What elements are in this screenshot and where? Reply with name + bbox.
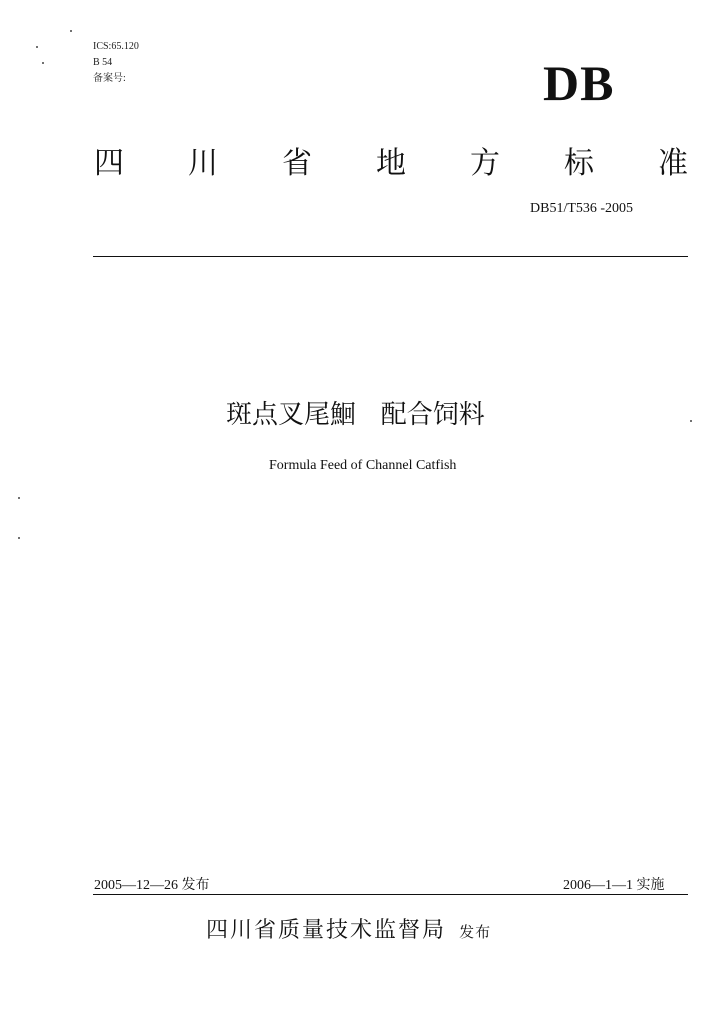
standard-type-char: 四 <box>94 146 124 181</box>
standard-type-char: 省 <box>282 146 312 181</box>
standard-number: DB51/T536 -2005 <box>530 201 634 216</box>
publisher <box>206 913 491 944</box>
ics-code: ICS:65.120 <box>93 41 139 52</box>
publisher-suffix: 发布 <box>459 923 492 941</box>
standard-type-char: 标 <box>564 146 594 181</box>
document-title-english: Formula Feed of Channel Catfish <box>269 458 457 473</box>
scan-speck <box>70 30 72 32</box>
scan-speck <box>18 497 20 499</box>
standard-type-char: 准 <box>658 146 688 181</box>
publisher-name: 四川省质量技术监督局 <box>206 918 447 943</box>
standard-type-char: 方 <box>470 146 500 181</box>
record-number-label: 备案号: <box>93 73 126 84</box>
scan-speck <box>18 537 20 539</box>
standard-type-char: 地 <box>376 146 406 181</box>
scan-speck <box>36 46 38 48</box>
header-divider <box>93 256 688 257</box>
standard-type-heading <box>94 138 688 182</box>
scan-speck <box>690 420 692 422</box>
implementation-date: 2006—1—1 实施 <box>563 878 665 893</box>
issue-date: 2005—12—26 发布 <box>94 878 210 893</box>
standard-type-char: 川 <box>188 146 218 181</box>
document-title-chinese: 斑点叉尾鮰 配合饲料 <box>226 400 485 430</box>
footer-divider <box>93 894 688 895</box>
ccs-code: B 54 <box>93 57 113 68</box>
scan-speck <box>42 62 44 64</box>
db-logo: DB <box>543 55 615 111</box>
